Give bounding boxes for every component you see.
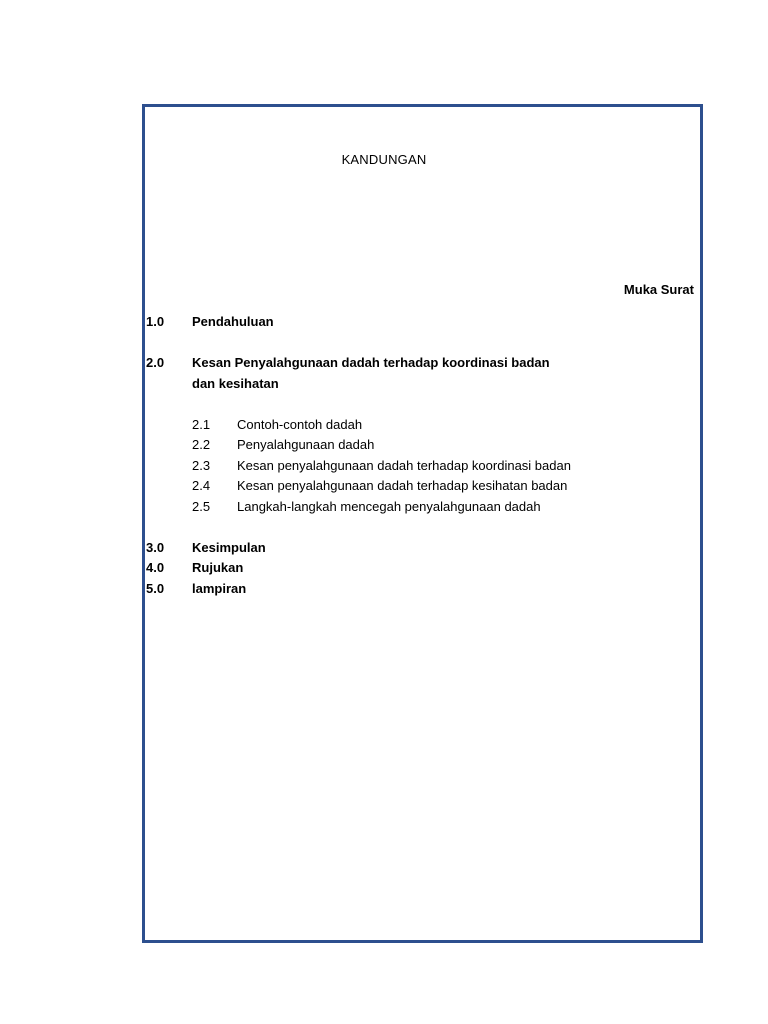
toc-section-number: 3.0 <box>146 540 165 555</box>
toc-section-number: 2.0 <box>146 355 165 370</box>
toc-section-number: 4.0 <box>146 560 165 575</box>
toc-section-title: lampiran <box>192 581 247 596</box>
toc-section-number: 1.0 <box>146 314 165 329</box>
toc-section-title: Kesan Penyalahgunaan dadah terhadap koordinasi badan <box>192 355 550 370</box>
toc-subsection-number: 2.4 <box>192 478 211 493</box>
toc-subsection-title: Kesan penyalahgunaan dadah terhadap koordinasi badan <box>237 458 571 473</box>
toc-section-title: Kesimpulan <box>192 540 266 555</box>
toc-subsection-number: 2.5 <box>192 499 211 514</box>
toc-subsection-title: Langkah-langkah mencegah penyalahgunaan dadah <box>237 499 541 514</box>
toc-section-title: Rujukan <box>192 560 244 575</box>
toc-subsection-number: 2.2 <box>192 437 211 452</box>
page-border-frame <box>142 104 703 943</box>
page-title: KANDUNGAN <box>341 152 427 167</box>
toc-subsection-title: Contoh-contoh dadah <box>237 417 363 432</box>
toc-subsection-title: Penyalahgunaan dadah <box>237 437 375 452</box>
toc-subsection-title: Kesan penyalahgunaan dadah terhadap kesihatan badan <box>237 478 568 493</box>
toc-section-title-line2: dan kesihatan <box>192 376 279 391</box>
toc-section-title: Pendahuluan <box>192 314 274 329</box>
page-number-column-header: Muka Surat <box>623 282 694 297</box>
toc-subsection-number: 2.3 <box>192 458 211 473</box>
toc-section-number: 5.0 <box>146 581 165 596</box>
toc-subsection-number: 2.1 <box>192 417 211 432</box>
